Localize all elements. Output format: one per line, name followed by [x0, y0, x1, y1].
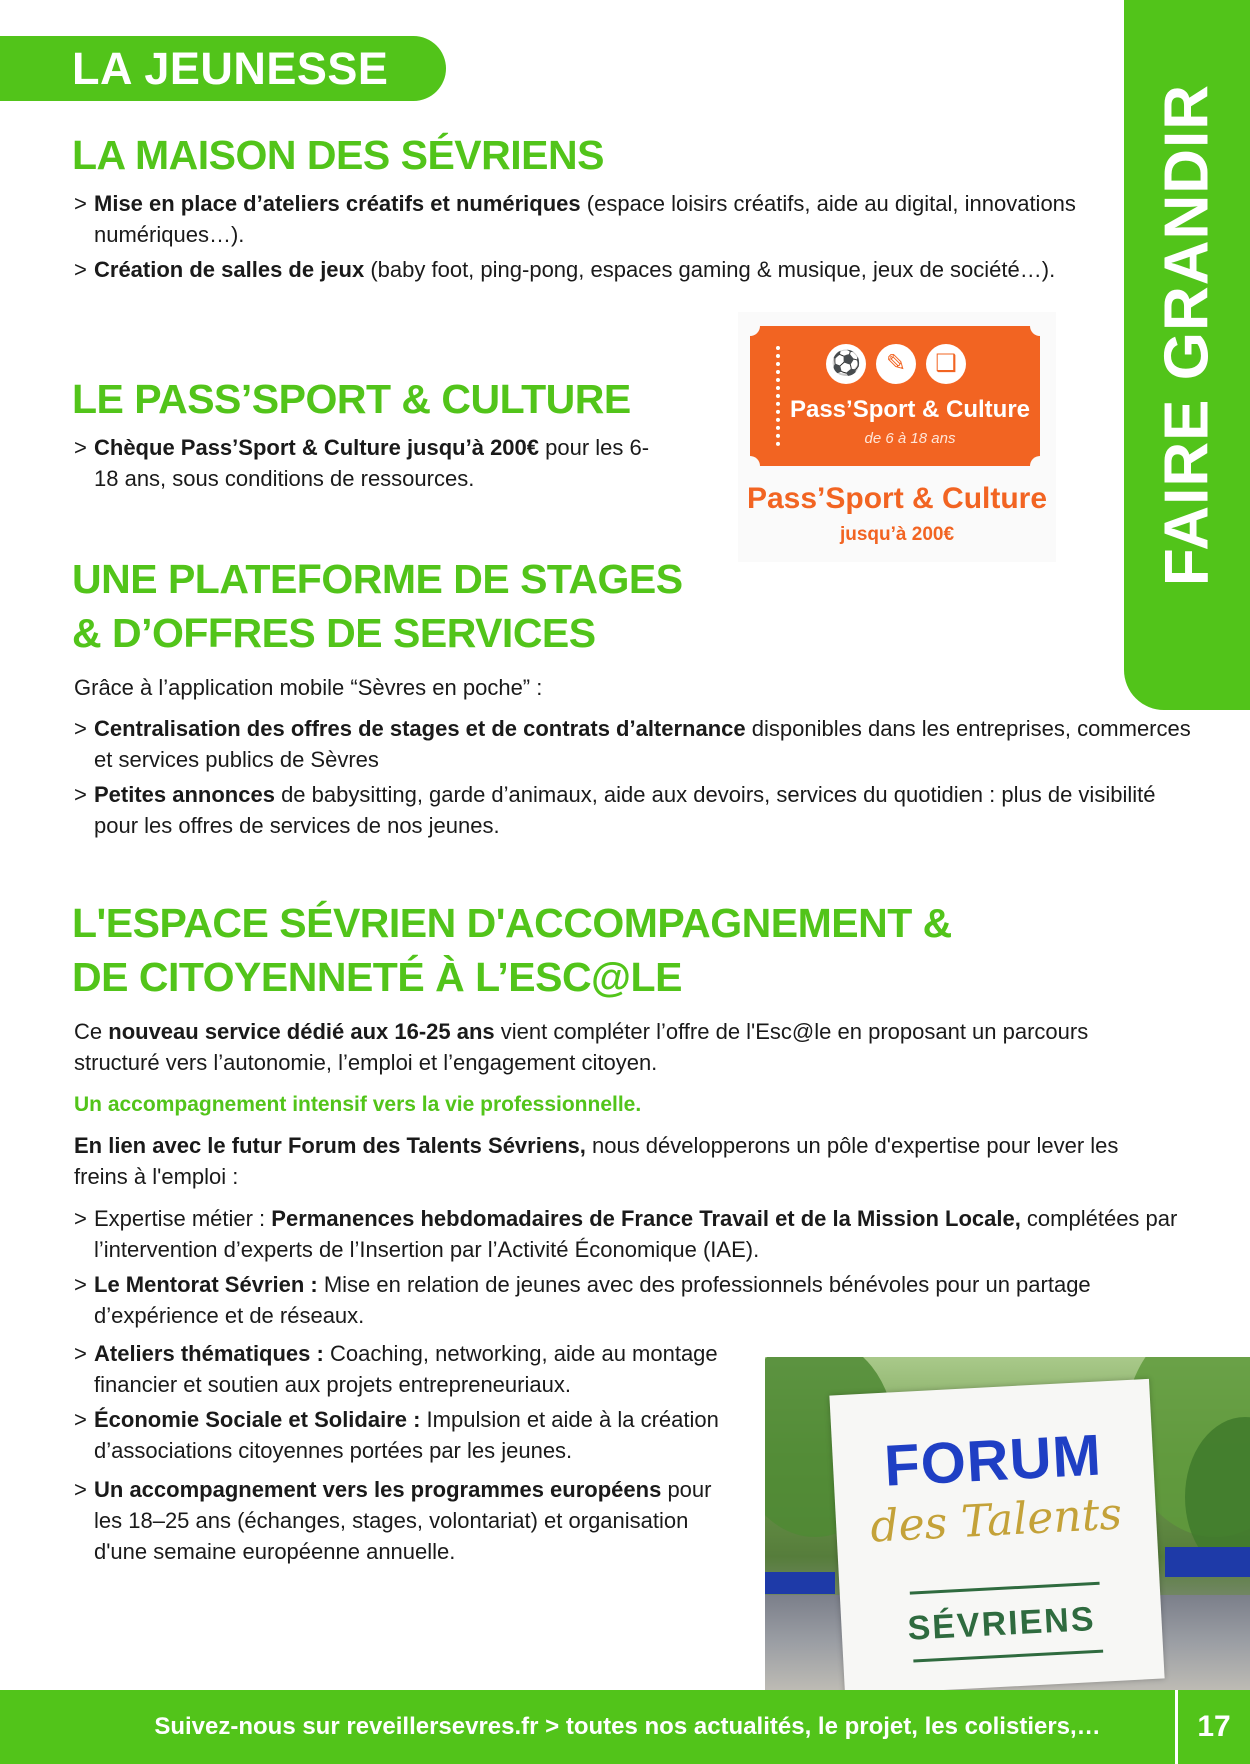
soccer-ball-icon: ⚽	[826, 344, 866, 384]
list-item: > Économie Sociale et Solidaire : Impulsion et aide à la création d’associations citoyennes portées par les jeunes.	[72, 1404, 732, 1466]
paintbrush-icon: ✎	[876, 344, 916, 384]
list-item: > Chèque Pass’Sport & Culture jusqu’à 200€ pour les 6-18 ans, sous conditions de ressources.	[72, 432, 672, 494]
list-item: > Centralisation des offres de stages et de contrats d’alternance disponibles dans les entreprises, commerces et services publics de Sèvres	[72, 713, 1192, 775]
ticket-subtitle: de 6 à 18 ans	[864, 430, 956, 447]
espace-intro: Ce nouveau service dédié aux 16-25 ans vient compléter l’offre de l'Esc@le en proposant un parcours structuré vers l’autonomie, l’emploi et l’engagement citoyen.	[74, 1019, 1089, 1075]
pass-list	[72, 432, 672, 498]
list-item: > Expertise métier : Permanences hebdomadaires de France Travail et de la Mission Locale, complétées par l’intervention d’experts de l’Insertion par l’Activité Économique (IAE).	[72, 1203, 1192, 1265]
espace-list-top	[72, 1203, 1192, 1335]
espace-lien: En lien avec le futur Forum des Talents Sévriens, nous développerons un pôle d'expertise pour lever les freins à l'emploi :	[74, 1133, 1119, 1189]
forum-photo	[765, 1357, 1250, 1690]
list-item: > Le Mentorat Sévrien : Mise en relation de jeunes avec des professionnels bénévoles pour un partage d’expérience et de réseaux.	[72, 1269, 1192, 1331]
plateforme-intro: Grâce à l’application mobile “Sèvres en poche” :	[74, 675, 543, 700]
forum-sign	[829, 1379, 1164, 1690]
sign-forum: FORUM	[882, 1422, 1104, 1499]
sign-sevriens: SÉVRIENS	[906, 1599, 1097, 1648]
espace-subtitle: Un accompagnement intensif vers la vie professionnelle.	[74, 1093, 642, 1116]
logo-title: Pass’Sport & Culture	[746, 482, 1048, 515]
plateforme-list	[72, 713, 1192, 845]
ticket-graphic	[750, 326, 1040, 466]
list-item: > Ateliers thématiques : Coaching, networking, aide au montage financier et soutien aux projets entrepreneuriaux.	[72, 1338, 732, 1400]
sign-talents: des Talents	[869, 1488, 1124, 1553]
ticket-title: Pass’Sport & Culture	[789, 396, 1031, 423]
section-label: LA JEUNESSE	[0, 36, 446, 101]
book-icon: ❑	[926, 344, 966, 384]
espace-list-bottom	[72, 1338, 732, 1571]
maison-list	[72, 188, 1082, 289]
side-tab-label: FAIRE GRANDIR	[1152, 83, 1222, 587]
list-item: > Mise en place d’ateliers créatifs et numériques (espace loisirs créatifs, aide au digital, innovations numériques…).	[72, 188, 1082, 250]
maison-title: LA MAISON DES SÉVRIENS	[72, 132, 604, 178]
page-number: 17	[1178, 1690, 1250, 1764]
list-item: > Création de salles de jeux (baby foot, ping-pong, espaces gaming & musique, jeux de société…).	[72, 254, 1082, 285]
list-item: > Un accompagnement vers les programmes européens pour les 18–25 ans (échanges, stages, volontariat) et organisation d'une semaine européenne annuelle.	[72, 1474, 732, 1567]
espace-title: L'ESPACE SÉVRIEN D'ACCOMPAGNEMENT & DE CITOYENNETÉ À L’ESC@LE	[72, 900, 952, 1000]
list-item: > Petites annonces de babysitting, garde d’animaux, aide aux devoirs, services du quotidien : plus de visibilité pour les offres de services de nos jeunes.	[72, 779, 1192, 841]
footer-bar: Suivez-nous sur reveillersevres.fr > toutes nos actualités, le projet, les colistiers,…	[0, 1690, 1175, 1764]
plateforme-title: UNE PLATEFORME DE STAGES & D’OFFRES DE SERVICES	[72, 556, 683, 656]
pass-sport-logo	[738, 312, 1056, 562]
pass-title: LE PASS’SPORT & CULTURE	[72, 376, 631, 422]
logo-subtitle: jusqu’à 200€	[839, 524, 955, 545]
side-tab	[1124, 0, 1250, 710]
